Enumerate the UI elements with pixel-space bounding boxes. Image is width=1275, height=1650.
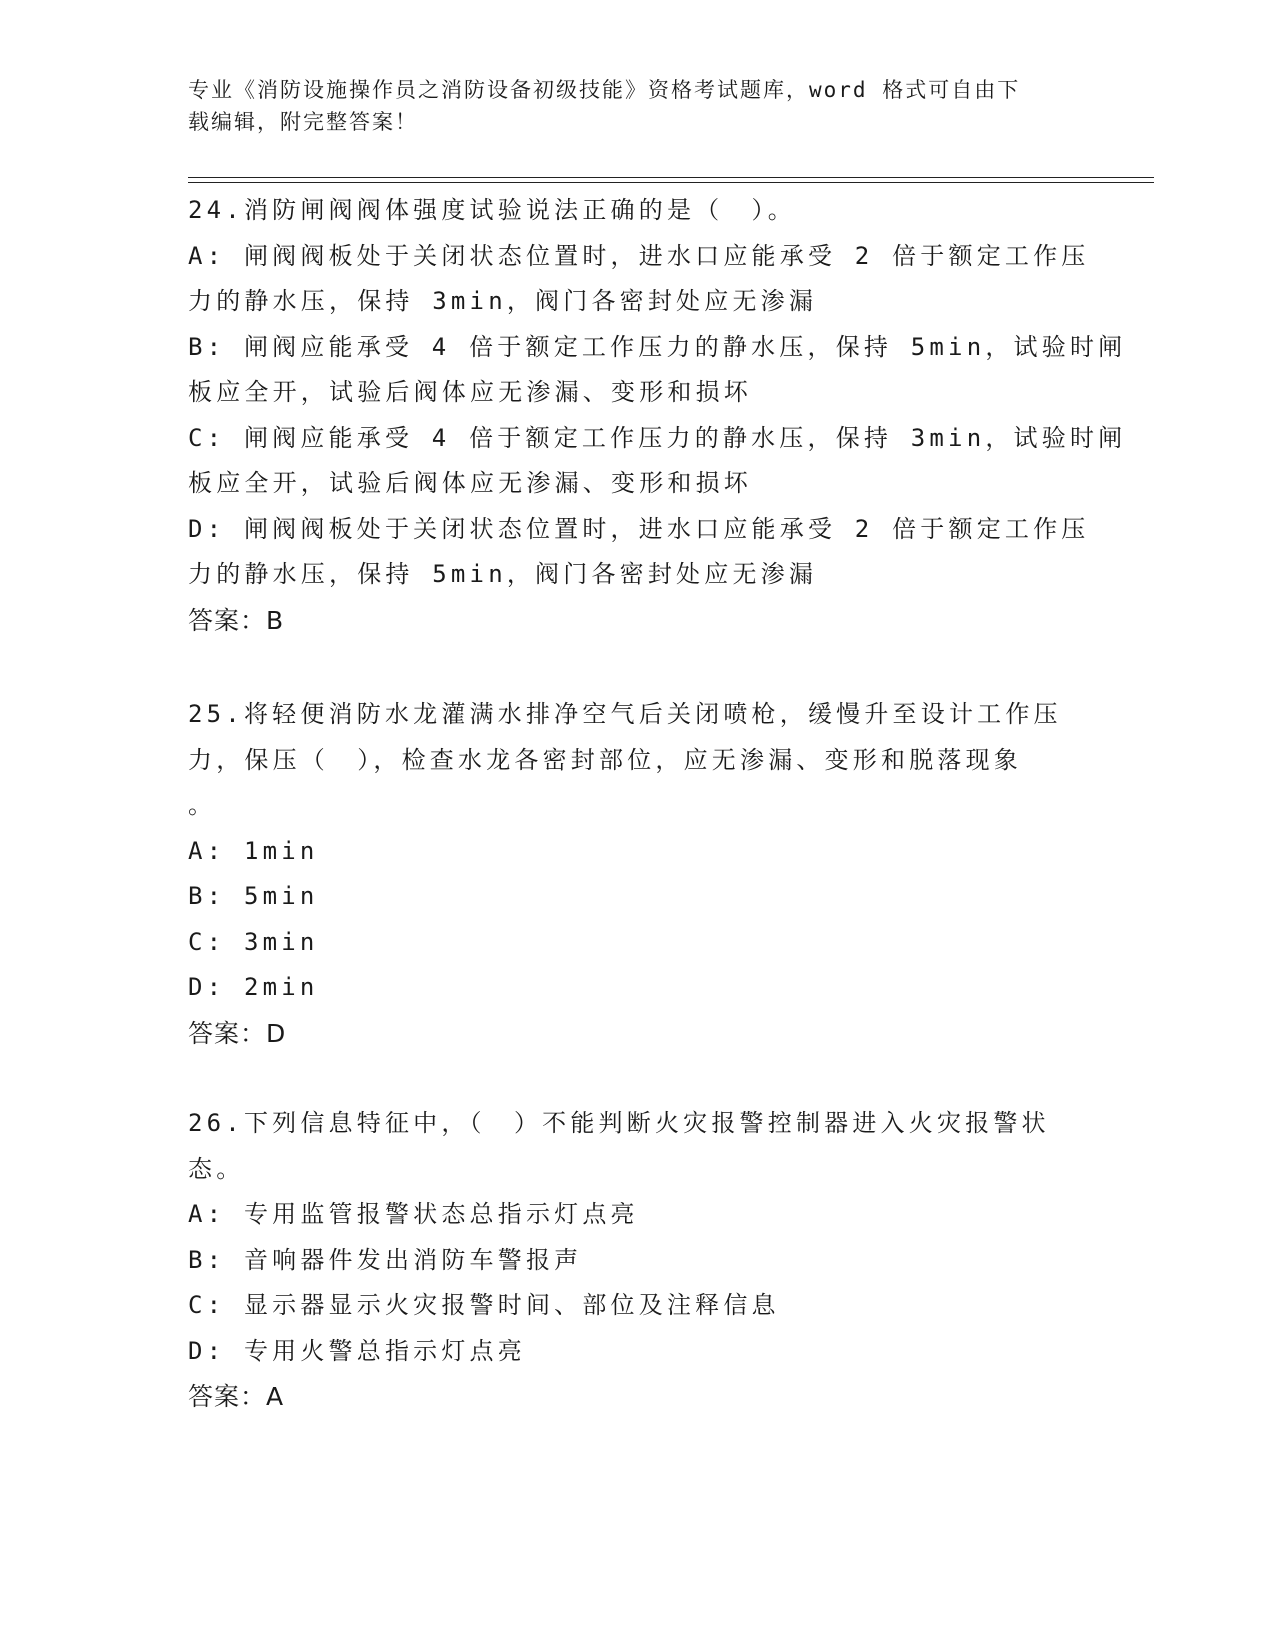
option-c-continued: 板应全开，试验后阀体应无渗漏、变形和损坏 (188, 469, 752, 497)
question-26 (188, 1101, 1088, 1420)
header-divider-top (188, 177, 1154, 178)
document-header (188, 74, 1088, 138)
option-b-continued: 板应全开，试验后阀体应无渗漏、变形和损坏 (188, 378, 752, 406)
option-d: D: 专用火警总指示灯点亮 (188, 1336, 526, 1365)
option-d: D: 2min (188, 973, 319, 1001)
answer-text: 答案：D (188, 1018, 287, 1048)
question-25 (188, 692, 1088, 1056)
answer-text: 答案：B (188, 605, 285, 635)
option-c: C: 显示器显示火灾报警时间、部位及注释信息 (188, 1291, 780, 1319)
option-c: C: 3min (188, 927, 319, 956)
answer-text: 答案：A (188, 1382, 285, 1411)
option-a: A: 1min (188, 836, 319, 865)
question-stem: 24.消防闸阀阀体强度试验说法正确的是（ ）。 (188, 196, 796, 224)
option-a: A: 专用监管报警状态总指示灯点亮 (188, 1200, 639, 1228)
question-stem-continued: 态。 (188, 1154, 245, 1183)
option-c: C: 闸阀应能承受 4 倍于额定工作压力的静水压，保持 3min，试验时闸 (188, 423, 1127, 452)
header-divider-bottom (188, 182, 1154, 183)
question-24 (188, 188, 1127, 643)
option-b: B: 闸阀应能承受 4 倍于额定工作压力的静水压，保持 5min，试验时闸 (188, 332, 1127, 361)
option-d-continued: 力的静水压，保持 5min，阀门各密封处应无渗漏 (188, 560, 818, 588)
option-b: B: 音响器件发出消防车警报声 (188, 1245, 583, 1274)
option-a: A: 闸阀阀板处于关闭状态位置时，进水口应能承受 2 倍于额定工作压 (188, 241, 1090, 270)
question-stem-continued: 。 (188, 791, 217, 819)
header-line-1: 专业《消防设施操作员之消防设备初级技能》资格考试题库，word 格式可自由下 (188, 78, 1021, 102)
question-stem: 26.下列信息特征中，（ ）不能判断火灾报警控制器进入火灾报警状 (188, 1109, 1050, 1137)
question-stem-continued: 力，保压（ ），检查水龙各密封部位，应无渗漏、变形和脱落现象 (188, 745, 1022, 774)
header-line-2: 载编辑，附完整答案！ (188, 110, 418, 134)
option-b: B: 5min (188, 882, 319, 910)
option-d: D: 闸阀阀板处于关闭状态位置时，进水口应能承受 2 倍于额定工作压 (188, 514, 1090, 543)
question-stem: 25.将轻便消防水龙灌满水排净空气后关闭喷枪，缓慢升至设计工作压 (188, 700, 1062, 728)
option-a-continued: 力的静水压，保持 3min，阀门各密封处应无渗漏 (188, 287, 818, 315)
